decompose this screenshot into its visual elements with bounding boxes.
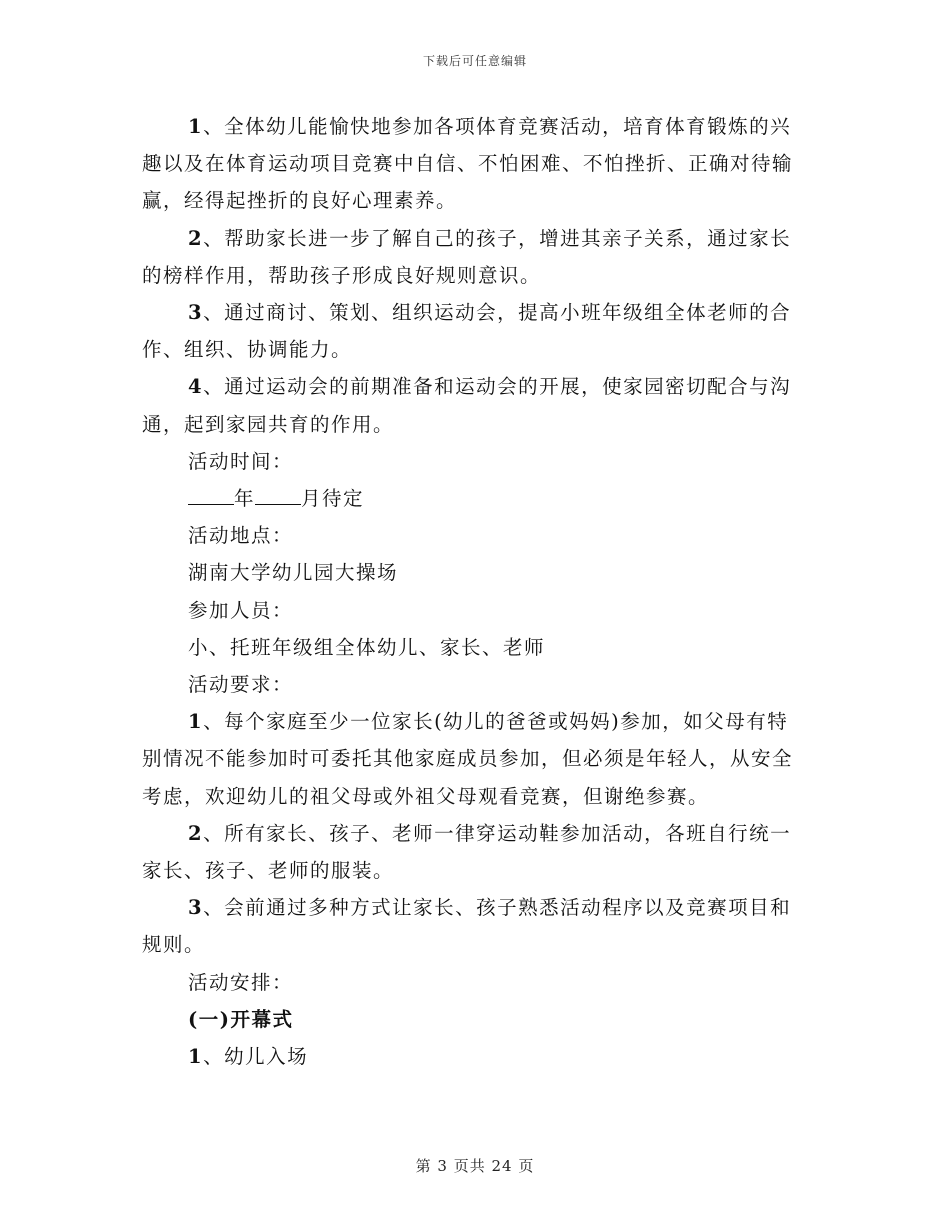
goal-text-3: 、通过商讨、策划、组织运动会，提高小班年级组全体老师的合作、组织、协调能力。 <box>142 301 792 362</box>
time-value <box>142 480 808 517</box>
people-value: 小、托班年级组全体幼儿、家长、老师 <box>188 635 546 659</box>
section-title: (一)开幕式 <box>188 1007 294 1031</box>
goal-paragraph-1 <box>142 108 808 220</box>
goal-text-1: 、全体幼儿能愉快地参加各项体育竞赛活动，培育体育锻炼的兴趣以及在体育运动项目竞赛中自信、不怕困难、不怕挫折、正确对待输赢，经得起挫折的良好心理素养。 <box>142 115 794 213</box>
month-text: 月待定 <box>301 487 365 511</box>
place-label: 活动地点： <box>188 524 294 548</box>
arrangement-label: 活动安排： <box>188 970 294 994</box>
goal-number-3: 3 <box>188 301 204 325</box>
arrangement-number-1: 1 <box>188 1045 204 1069</box>
requirement-paragraph-1 <box>142 703 808 815</box>
page-footer: 第 3 页共 24 页 <box>415 1157 535 1175</box>
requirement-number-1: 1 <box>188 710 204 734</box>
requirement-number-3: 3 <box>188 896 204 920</box>
year-blank <box>188 484 234 505</box>
goal-paragraph-3 <box>142 294 808 368</box>
goal-paragraph-4 <box>142 368 808 442</box>
goal-number-2: 2 <box>188 226 204 250</box>
requirement-text-1: 、每个家庭至少一位家长(幼儿的爸爸或妈妈)参加，如父母有特别情况不能参加时可委托其他家庭成员参加，但必须是年轻人，从安全考虑，欢迎幼儿的祖父母或外祖父母观看竞赛，但谢绝参赛。 <box>142 710 794 808</box>
requirements-label: 活动要求： <box>188 673 294 697</box>
page-header: 下载后可任意编辑 <box>422 54 527 68</box>
arrangement-text-1: 、幼儿入场 <box>203 1045 309 1069</box>
year-text: 年 <box>234 487 256 511</box>
goal-paragraph-2 <box>142 220 808 294</box>
time-label: 活动时间： <box>188 449 294 473</box>
requirement-paragraph-2 <box>142 815 808 889</box>
arrangement-item-1 <box>142 1038 808 1075</box>
place-value: 湖南大学幼儿园大操场 <box>188 561 399 585</box>
goal-text-4: 、通过运动会的前期准备和运动会的开展，使家园密切配合与沟通，起到家园共育的作用。 <box>142 375 792 436</box>
month-blank <box>255 484 301 505</box>
people-label: 参加人员： <box>188 598 294 622</box>
goal-number-1: 1 <box>188 115 204 138</box>
goal-text-2: 、帮助家长进一步了解自己的孩子，增进其亲子关系，通过家长的榜样作用，帮助孩子形成良好规则意识。 <box>142 226 792 287</box>
requirement-paragraph-3 <box>142 889 808 963</box>
requirement-number-2: 2 <box>188 821 204 845</box>
requirement-text-2: 、所有家长、孩子、老师一律穿运动鞋参加活动，各班自行统一家长、孩子、老师的服装。 <box>142 821 792 883</box>
document-body <box>142 108 808 1075</box>
goal-number-4: 4 <box>188 375 204 399</box>
requirement-text-3: 、会前通过多种方式让家长、孩子熟悉活动程序以及竞赛项目和规则。 <box>142 896 792 957</box>
